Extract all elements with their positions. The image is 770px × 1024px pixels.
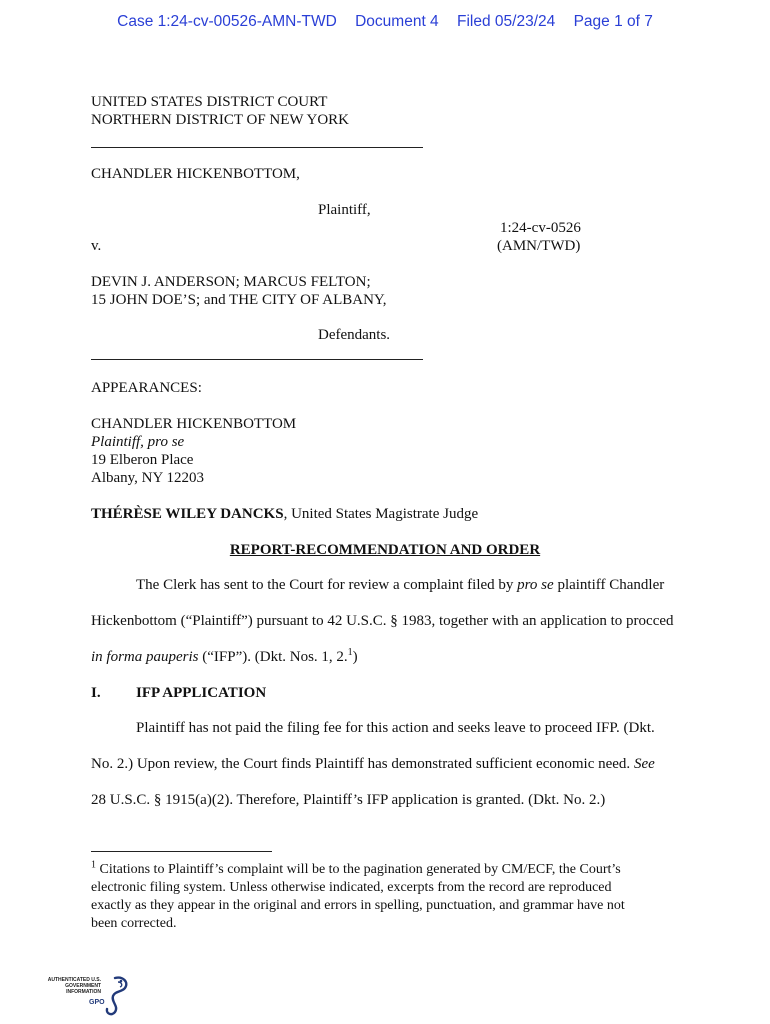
appearance-role: Plaintiff, pro se <box>91 434 185 450</box>
case-number-header: Case 1:24-cv-00526-AMN-TWD <box>117 13 337 30</box>
court-name-line2: NORTHERN DISTRICT OF NEW YORK <box>91 112 349 128</box>
footnote-line1-text: Citations to Plaintiff’s complaint will be to the pagination generated by CM/ECF, the Court’s <box>96 862 621 877</box>
versus: v. <box>91 238 102 254</box>
intro-line1-end: plaintiff Chandler <box>553 577 665 593</box>
pro-se-italic: pro se <box>517 577 554 593</box>
filing-header <box>0 13 770 31</box>
caption-rule-top <box>91 147 423 148</box>
footnote-line1 <box>91 861 621 879</box>
appearances-heading: APPEARANCES: <box>91 380 202 396</box>
court-name-line1: UNITED STATES DISTRICT COURT <box>91 94 328 110</box>
plaintiff-name: CHANDLER HICKENBOTTOM, <box>91 166 300 182</box>
section1-line2 <box>91 755 655 773</box>
section-number: I. <box>91 685 101 701</box>
footnote-line2: electronic filing system. Unless otherwise indicated, excerpts from the record are reproduced <box>91 880 612 895</box>
caption-rule-bottom <box>91 359 423 360</box>
section-heading: IFP APPLICATION <box>136 685 267 701</box>
intro-line1-text: The Clerk has sent to the Court for review a complaint filed by <box>136 577 518 593</box>
page-indicator: Page 1 of 7 <box>573 13 653 30</box>
defendants-line2: 15 JOHN DOE’S; and THE CITY OF ALBANY, <box>91 292 387 308</box>
judge-line <box>91 505 478 523</box>
plaintiff-label: Plaintiff, <box>318 202 371 218</box>
judge-name: THÉRÈSE WILEY DANCKS <box>91 506 284 522</box>
footnote-rule <box>91 851 272 852</box>
gpo-label: GPO <box>89 999 105 1006</box>
appearance-address1: 19 Elberon Place <box>91 452 194 468</box>
section1-line2-text: No. 2.) Upon review, the Court finds Plaintiff has demonstrated sufficient economic need. <box>91 756 634 772</box>
footnote-line4: been corrected. <box>91 916 177 931</box>
appearance-name: CHANDLER HICKENBOTTOM <box>91 416 297 432</box>
defendants-label: Defendants. <box>318 327 391 343</box>
defendants-line1: DEVIN J. ANDERSON; MARCUS FELTON; <box>91 274 371 290</box>
intro-line2: Hickenbottom (“Plaintiff”) pursuant to 42 U.S.C. § 1983, together with an application to procced <box>91 613 674 629</box>
judge-title: , United States Magistrate Judge <box>283 506 479 522</box>
gpo-authentication-logo <box>45 972 135 1018</box>
footnote-reference[interactable]: 1 <box>347 647 353 658</box>
intro-line3 <box>91 648 358 666</box>
case-number: 1:24-cv-0526 <box>500 220 581 236</box>
see-italic: See <box>633 756 655 772</box>
intro-line1 <box>136 576 664 594</box>
gpo-eagle-icon <box>97 974 131 1016</box>
document-title: REPORT-RECOMMENDATION AND ORDER <box>229 542 541 558</box>
filed-date: Filed 05/23/24 <box>457 13 556 30</box>
section1-line1: Plaintiff has not paid the filing fee for this action and seeks leave to proceed IFP. (Dkt. <box>136 720 655 736</box>
intro-line3-text: (“IFP”). (Dkt. Nos. 1, 2. <box>198 649 348 665</box>
footnote-line3: exactly as they appear in the original and errors in spelling, punctuation, and grammar have not <box>91 898 625 913</box>
document-number: Document 4 <box>355 13 439 30</box>
ifp-italic: in forma pauperis <box>91 649 199 665</box>
logo-text: AUTHENTICATED U.S. GOVERNMENT INFORMATION <box>47 977 101 995</box>
footnote-number: 1 <box>91 859 96 871</box>
appearance-address2: Albany, NY 12203 <box>91 470 205 486</box>
section1-line3: 28 U.S.C. § 1915(a)(2). Therefore, Plaintiff’s IFP application is granted. (Dkt. No. 2.) <box>91 792 606 808</box>
intro-line3-end: ) <box>352 649 358 665</box>
case-suffix: (AMN/TWD) <box>497 238 581 254</box>
